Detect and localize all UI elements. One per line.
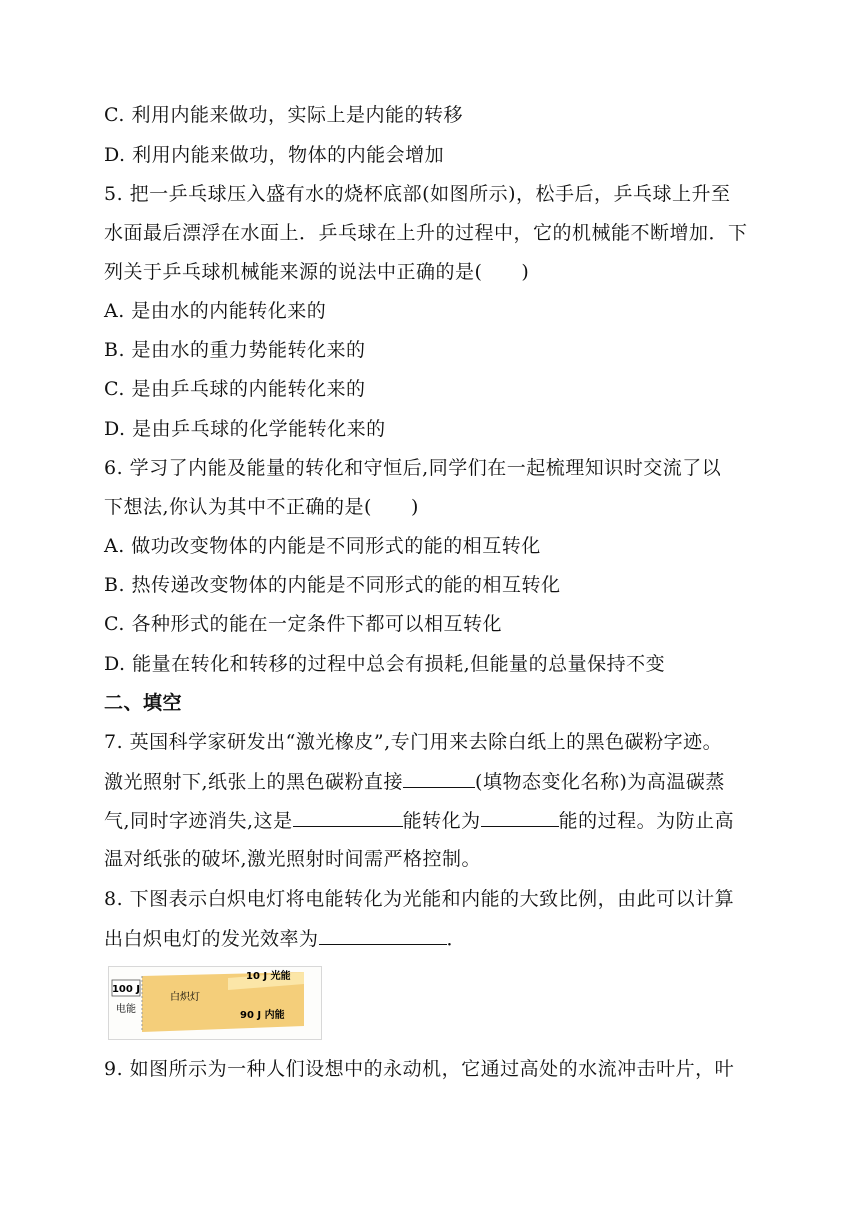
question-7-text: 气,同时字迹消失,这是 <box>104 810 293 832</box>
option-4c: C. 利用内能来做功，实际上是内能的转移 <box>104 104 463 126</box>
option-6b: B. 热传递改变物体的内能是不同形式的能的相互转化 <box>104 574 561 596</box>
input-energy-value: 100 J <box>111 984 141 995</box>
answer-blank-2[interactable] <box>293 808 403 827</box>
question-7-text: 能转化为 <box>402 810 481 832</box>
question-8-text: ． <box>446 928 467 950</box>
option-5a: A. 是由水的内能转化来的 <box>104 300 327 322</box>
question-7-line-2 <box>104 769 725 794</box>
question-7-text: (填物态变化名称)为高温碳蒸 <box>475 771 725 793</box>
question-9-line-1: 9. 如图所示为一种人们设想中的永动机，它通过高处的水流冲击叶片，叶 <box>104 1058 735 1080</box>
option-5c: C. 是由乒乓球的内能转化来的 <box>104 378 366 400</box>
question-6-line-1: 6. 学习了内能及能量的转化和守恒后,同学们在一起梳理知识时交流了以 <box>104 457 722 479</box>
light-energy-output: 10 J 光能 <box>246 971 291 982</box>
heat-energy-output: 90 J 内能 <box>240 1010 285 1021</box>
question-7-line-3 <box>104 808 734 833</box>
question-7-line-4: 温对纸张的破坏,激光照射时间需严格控制。 <box>104 848 482 870</box>
option-6d: D. 能量在转化和转移的过程中总会有损耗,但能量的总量保持不变 <box>104 653 666 675</box>
question-8-line-1: 8. 下图表示白炽电灯将电能转化为光能和内能的大致比例，由此可以计算 <box>104 888 735 910</box>
question-5-line-2: 水面最后漂浮在水面上．乒乓球在上升的过程中，它的机械能不断增加．下 <box>104 222 748 244</box>
question-6-line-2: 下想法,你认为其中不正确的是( ) <box>104 496 419 518</box>
lamp-label: 白炽灯 <box>170 992 200 1003</box>
question-8-text: 出白炽电灯的发光效率为 <box>104 928 319 950</box>
answer-blank-1[interactable] <box>403 769 475 788</box>
option-5b: B. 是由水的重力势能转化来的 <box>104 339 366 361</box>
question-7-line-1: 7. 英国科学家研发出“激光橡皮”,专门用来去除白纸上的黑色碳粉字迹。 <box>104 731 723 753</box>
input-energy-label: 电能 <box>116 1004 136 1015</box>
question-5-line-1: 5. 把一乒乓球压入盛有水的烧杯底部(如图所示)，松手后，乒乓球上升至 <box>104 183 731 205</box>
option-4d: D. 利用内能来做功，物体的内能会增加 <box>104 144 445 166</box>
option-6c: C. 各种形式的能在一定条件下都可以相互转化 <box>104 613 502 635</box>
question-7-text: 激光照射下,纸张上的黑色碳粉直接 <box>104 771 404 793</box>
question-5-line-3: 列关于乒乓球机械能来源的说法中正确的是( ) <box>104 261 530 283</box>
answer-blank-3[interactable] <box>481 808 559 827</box>
energy-flow-diagram <box>108 966 322 1040</box>
section-heading: 二、填空 <box>104 692 183 714</box>
answer-blank-4[interactable] <box>319 926 447 945</box>
option-5d: D. 是由乒乓球的化学能转化来的 <box>104 418 386 440</box>
question-7-text: 能的过程。为防止高 <box>558 810 735 832</box>
option-6a: A. 做功改变物体的内能是不同形式的能的相互转化 <box>104 535 541 557</box>
question-8-line-2 <box>104 926 466 951</box>
